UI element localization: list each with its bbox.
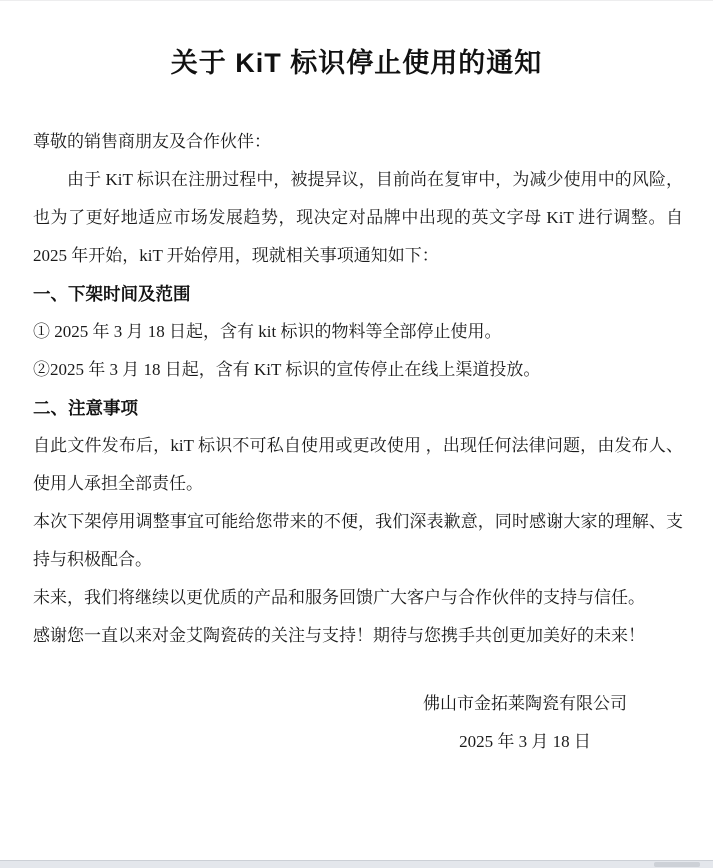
notice-date: 2025 年 3 月 18 日 (459, 732, 591, 751)
note-paragraph-4: 感谢您一直以来对金艾陶瓷砖的关注与支持！期待与您携手共创更加美好的未来！ (33, 626, 645, 645)
greeting-line: 尊敬的销售商朋友及合作伙伴： (33, 132, 271, 151)
notice-title: 关于 KiT 标识停止使用的通知 (170, 48, 543, 78)
section-2-heading: 二、注意事项 (33, 398, 138, 418)
scrollbar-thumb[interactable] (654, 862, 700, 867)
note-paragraph-2: 本次下架停用调整事宜可能给您带来的不便，我们深表歉意，同时感谢大家的理解、支持与积极配合。 (33, 512, 683, 569)
signature-block (420, 685, 630, 761)
list-item-2: ②2025 年 3 月 18 日起，含有 KiT 标识的宣传停止在线上渠道投放。 (33, 360, 541, 379)
horizontal-scrollbar[interactable] (0, 860, 713, 868)
notice-body (33, 123, 683, 761)
note-paragraph-3: 未来，我们将继续以更优质的产品和服务回馈广大客户与合作伙伴的支持与信任。 (33, 588, 645, 607)
company-name: 佛山市金拓莱陶瓷有限公司 (423, 694, 627, 713)
section-1-heading: 一、下架时间及范围 (33, 284, 191, 304)
list-item-1: ① 2025 年 3 月 18 日起，含有 kit 标识的物料等全部停止使用。 (33, 322, 502, 341)
note-paragraph-1: 自此文件发布后，kiT 标识不可私自使用或更改使用 ，出现任何法律问题，由发布人、使用人承担全部责任。 (33, 436, 683, 493)
intro-paragraph: 由于 KiT 标识在注册过程中，被提异议，目前尚在复审中，为减少使用中的风险，也为了更好地适应市场发展趋势，现决定对品牌中出现的英文字母 KiT 进行调整。自 2025 年开始，kiT 开始停用，现就相关事项通知如下： (33, 170, 683, 265)
